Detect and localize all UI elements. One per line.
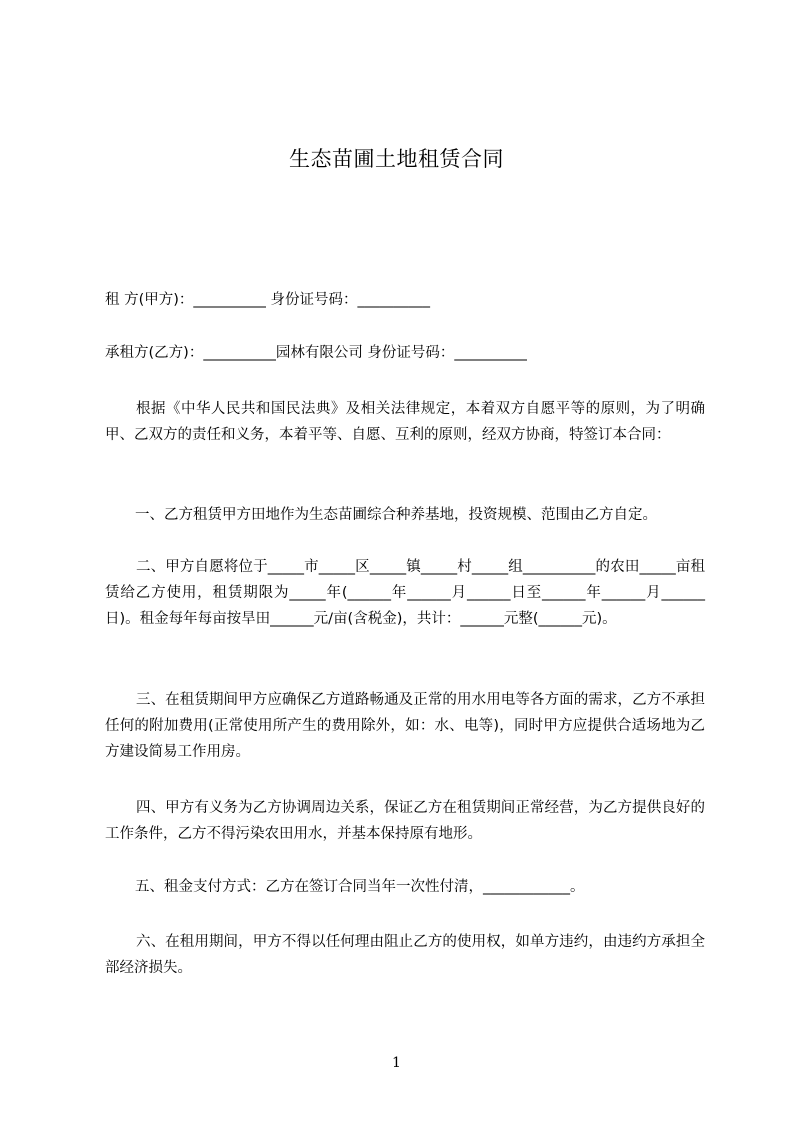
document-title: 生态苗圃土地租赁合同 xyxy=(289,147,504,171)
clause-6-paragraph: 六、在租用期间，甲方不得以任何理由阻止乙方的使用权，如单方违约，由违约方承担全部经济损失。 xyxy=(105,934,705,976)
clause-1-paragraph: 一、乙方租赁甲方田地作为生态苗圃综合种养基地，投资规模、范围由乙方自定。 xyxy=(135,507,657,523)
clause-4-paragraph: 四、甲方有义务为乙方协调周边关系，保证乙方在租赁期间正常经营，为乙方提供良好的工作条件，乙方不得污染农田用水，并基本保持原有地形。 xyxy=(105,800,705,842)
clause-3-paragraph: 三、在租赁期间甲方应确保乙方道路畅通及正常的用水用电等各方面的需求，乙方不承担任何的附加费用(正常使用所产生的费用除外，如：水、电等)，同时甲方应提供合适场地为乙方建设简易工作用房。 xyxy=(105,692,705,760)
party-a-line: 租 方(甲方)：__________ 身份证号码：__________ xyxy=(105,292,431,308)
preamble-paragraph: 根据《中华人民共和国民法典》及相关法律规定，本着双方自愿平等的原则，为了明确甲、乙双方的责任和义务，本着平等、自愿、互利的原则，经双方协商，特签订本合同： xyxy=(105,401,705,443)
party-b-line: 承租方(乙方)：__________园林有限公司 身份证号码：__________ xyxy=(105,345,527,361)
clause-5-paragraph: 五、租金支付方式：乙方在签订合同当年一次性付清，____________。 xyxy=(135,879,585,895)
page-number: 1 xyxy=(392,1055,401,1071)
clause-2-paragraph: 二、甲方自愿将位于_____市_____区_____镇_____村_____组__________的农田_____亩租赁给乙方使用，租赁期限为_____年(______年______月______日至______年______月______日)。租金每年每亩按旱田______元/亩(含税金)，共计：______元整(______元)。 xyxy=(105,559,705,627)
